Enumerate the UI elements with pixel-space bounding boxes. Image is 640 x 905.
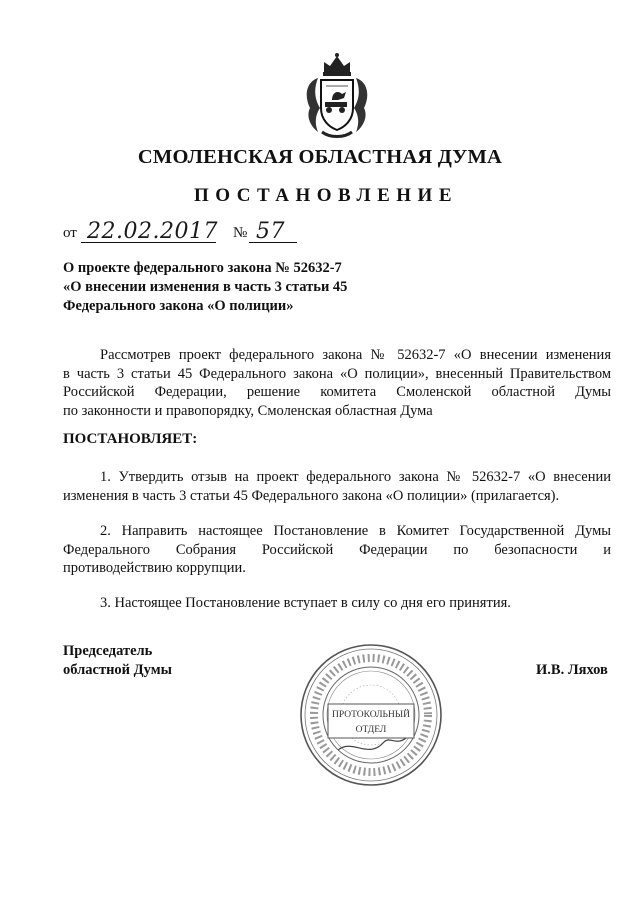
item-line: противодействию коррупции. bbox=[63, 560, 246, 576]
item-3 bbox=[63, 594, 611, 613]
preamble-line: Рассмотрев проект федерального закона № 52632-7 «О внесении изменения bbox=[100, 347, 611, 363]
official-stamp bbox=[298, 642, 444, 788]
date-label: от bbox=[63, 225, 77, 241]
position-line: областной Думы bbox=[63, 662, 172, 678]
item-line: 3. Настоящее Постановление вступает в силу со дня его принятия. bbox=[100, 595, 511, 611]
date-value: 22.02.2017 bbox=[87, 219, 218, 244]
document-title bbox=[63, 259, 423, 316]
number-value: 57 bbox=[256, 219, 285, 244]
number-label: № bbox=[233, 225, 248, 241]
signatory-position bbox=[63, 642, 172, 680]
item-line: изменения в часть 3 статьи 45 Федерального закона «О полиции» (прилагается). bbox=[63, 487, 560, 504]
preamble bbox=[63, 346, 611, 420]
position-line: Председатель bbox=[63, 643, 153, 659]
signatory-name: И.В. Ляхов bbox=[536, 662, 608, 678]
item-line: 1. Утвердить отзыв на проект федерального закона № 52632-7 «О внесении bbox=[100, 469, 611, 485]
date-number-line bbox=[63, 216, 363, 246]
title-line: «О внесении изменения в часть 3 статьи 45 bbox=[63, 279, 348, 295]
decree-heading: ПОСТАНОВЛЯЕТ: bbox=[63, 431, 198, 447]
preamble-line: по законности и правопорядку, Смоленская областная Дума bbox=[63, 402, 433, 419]
stamp-text-line2: ОТДЕЛ bbox=[355, 725, 387, 735]
preamble-line: в часть 3 статьи 45 Федерального закона «О полиции», внесенный Правительством bbox=[63, 365, 611, 382]
item-line: 2. Направить настоящее Постановление в Комитет Государственной Думы bbox=[100, 523, 611, 539]
item-2 bbox=[63, 522, 611, 578]
preamble-line: Российской Федерации, решение комитета Смоленской областной Думы bbox=[63, 384, 611, 400]
document-type: ПОСТАНОВЛЕНИЕ bbox=[193, 185, 459, 206]
stamp-text-line1: ПРОТОКОЛЬНЫЙ bbox=[331, 710, 411, 720]
organization-name: СМОЛЕНСКАЯ ОБЛАСТНАЯ ДУМА bbox=[137, 146, 503, 168]
title-line: О проекте федерального закона № 52632-7 bbox=[63, 260, 342, 276]
smolensk-coat-of-arms-icon bbox=[302, 52, 372, 138]
signature-scribble bbox=[338, 738, 406, 750]
item-line: Федерального Собрания Российской Федерации по безопасности и bbox=[63, 541, 611, 558]
item-1 bbox=[63, 468, 611, 505]
title-line: Федерального закона «О полиции» bbox=[63, 298, 294, 314]
